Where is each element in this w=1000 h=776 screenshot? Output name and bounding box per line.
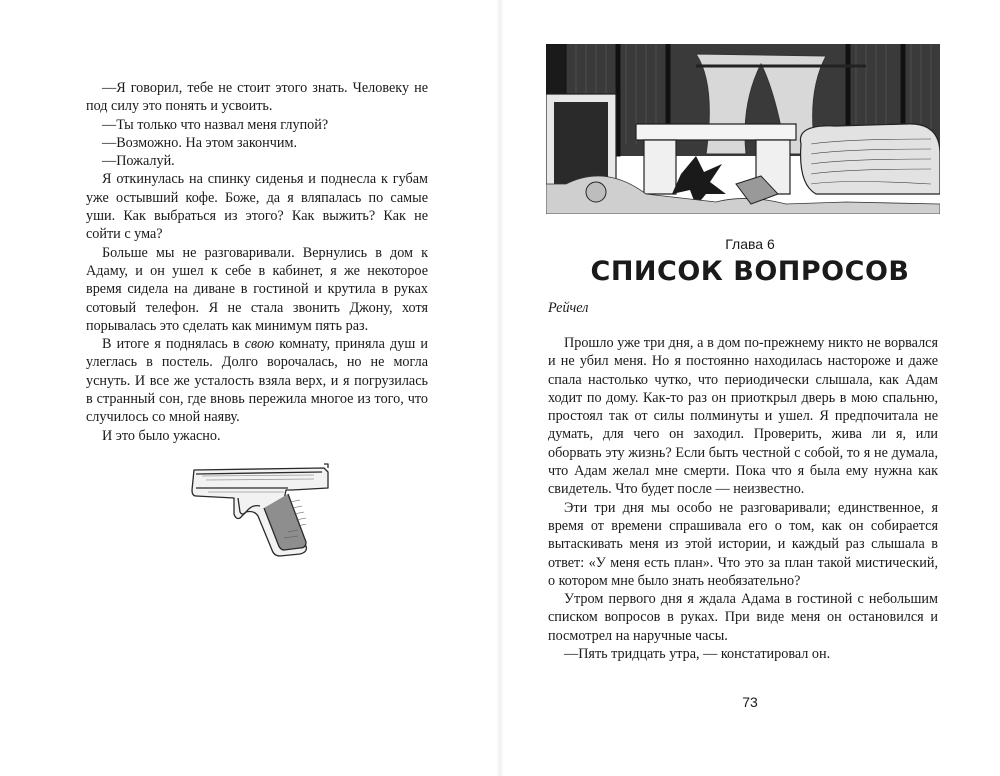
paragraph: И это было ужасно. [102,427,221,444]
chapter-label: Глава 6 [725,236,775,252]
paragraph: —Возможно. На этом закончим. [102,134,298,151]
pistol-illustration [188,458,334,558]
paragraph: Я откинулась на спинку сиденья и поднесла к губам уже остывший кофе. Боже, да я вляпалась по самые уши. Как выбраться из этого? Как выжить? Как не сойти с ума? [86,171,428,243]
paragraph: —Пожалуй. [102,153,175,170]
text-run: комнату, приняла душ и улеглась в постель. Долго ворочалась, но не могла уснуть. И все же усталость взяла верх, и я погрузилась в странный сон, где вновь пережила многое из того, что случилось со мной наяву. [86,336,428,426]
paragraph [86,335,428,426]
chapter-header-illustration [546,44,940,214]
paragraph: —Я говорил, тебе не стоит этого знать. Человеку не под силу это понять и усвоить. [86,80,428,115]
paragraph: Прошло уже три дня, а в дом по-прежнему никто не ворвался и не убил меня. Но я постоянно находилась настороже и даже спала настолько чутко, что периодически слышала, как Адам ходит по дому. Как-то раз он приоткрыл дверь в мою спальню, простоял так от силы полминуты и ушел. Я предпочитала не думать, для чего он заходил. Проверить, жива ли я, или оборвать эту жизнь? Если быть честной с собой, то я не думала, что Адам желал мне смерти. Пока что я была ему нужна как свидетель. Что будет после — неизвестно. [548,335,938,498]
narrator-name: Рейчел [548,300,589,316]
paragraph: —Ты только что назвал меня глупой? [102,116,329,133]
italic-word: свою [244,336,275,353]
chapter-title: СПИСОК ВОПРОСОВ [590,256,910,287]
paragraph: Больше мы не разговаривали. Вернулись в дом к Адаму, и он ушел к себе в кабинет, я же некоторое время сидела на диване в гостиной и крутила в руках сотовый телефон. Я не стала звонить Джону, хотя порывалась это сделать как минимум пять раз. [86,244,428,334]
right-page-text [548,334,938,663]
text-run: В итоге я поднялась в [102,336,245,353]
page-number: 73 [742,694,758,710]
paragraph: Утром первого дня я ждала Адама в гостиной с небольшим списком вопросов в руках. При виде меня он остановился и посмотрел на наручные часы. [548,591,938,644]
paragraph: Эти три дня мы особо не разговаривали; единственное, я время от времени спрашивала его о том, как он собирается вытаскивать меня из этой истории, и каждый раз слышала в ответ: «У меня есть план». Что это за план такой мистический, о котором мне было знать необязательно? [548,499,938,589]
paragraph: —Пять тридцать утра, — констатировал он. [564,646,831,663]
right-page [500,0,1000,776]
left-page-text [86,79,428,445]
